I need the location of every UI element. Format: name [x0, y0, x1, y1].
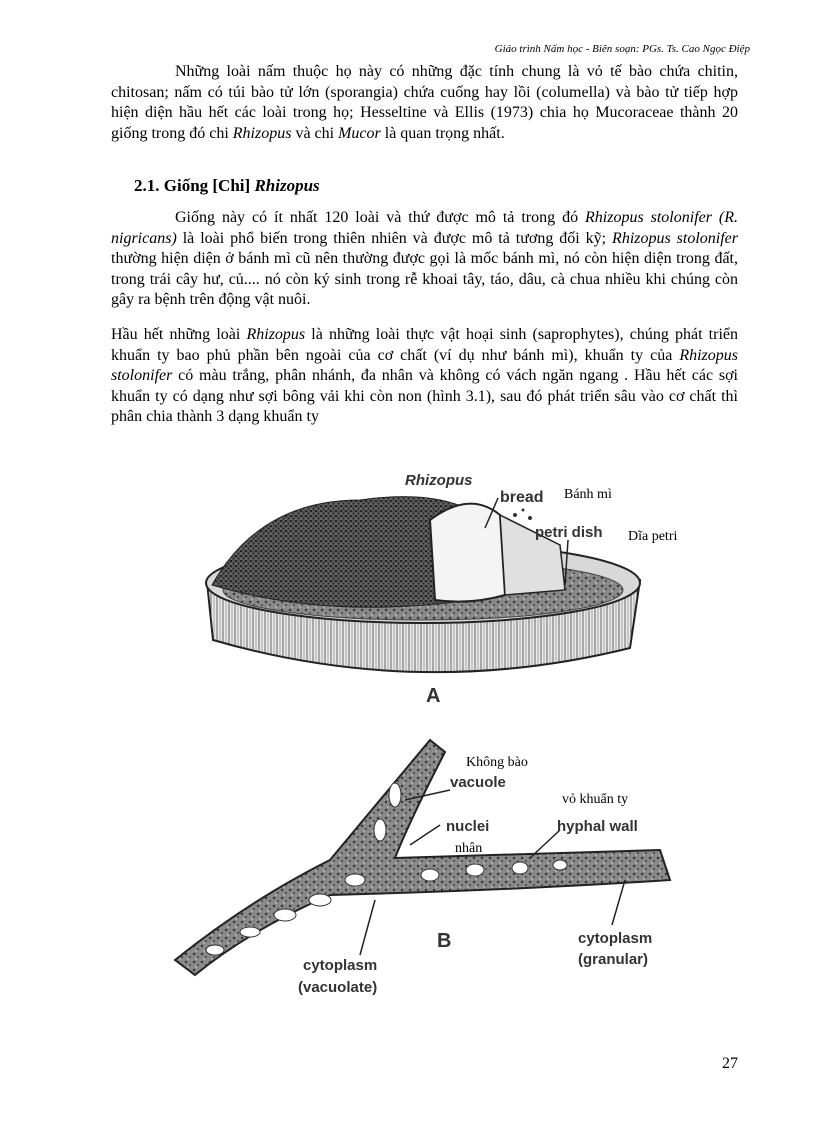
genus-rhizopus-2: Rhizopus — [246, 326, 306, 343]
vacuole — [421, 869, 439, 881]
vacuole — [374, 819, 386, 841]
p3-text-c: có màu trắng, phân nhánh, đa nhân và không có vách ngăn ngang . Hầu hết các sợi khuẩn ty có dạng như sợi bông vải khi còn non (hình 3.1), sau đó phát triển sâu vào cơ chất thì phân chia thành 3 dạng khuẩn ty — [111, 367, 738, 425]
p1-text-c: là quan trọng nhất. — [380, 124, 505, 142]
label-cyto-vac-2: (vacuolate) — [298, 979, 378, 996]
spore-dot — [513, 513, 517, 517]
panel-b-letter: B — [437, 930, 452, 952]
label-bread: bread — [500, 489, 544, 506]
label-cyto-gran-2: (granular) — [578, 951, 649, 968]
species-stolonifer-2: Rhizopus stolonifer — [111, 346, 738, 384]
heading-prefix: 2.1. Giống [Chi] — [134, 176, 255, 195]
vacuole — [389, 783, 401, 807]
label-vacuole-vi: Không bào — [466, 755, 528, 770]
label-wall: hyphal wall — [557, 818, 638, 835]
spore-dot — [522, 509, 525, 512]
p2-text-c: thường hiện diện ở bánh mì cũ nên thường được gọi là mốc bánh mì, nó còn hiện diện trong đất, trong trái cây hư, củ.... nó còn ký sinh trong rễ khoai tây, táo, dâu, cà chua nhiều khi chúng còn gây ra bệnh trên động vật nuôi. — [111, 250, 738, 308]
species-stolonifer-nigricans: Rhizopus stolonifer (R. nigricans) — [111, 209, 739, 247]
p1-text-a: Những loài nấm thuộc họ này có những đặc tính chung là vỏ tế bào chứa chitin, chitosan; nấm có túi bào tử lớn (sporangia) chứa cuống hay lồi (columella) và bào tử tiếp hợp hiện diện hầu hết các loài trong họ; Hesseltine và Ellis (1973) chia họ Mucoraceae thành 20 giống trong đó chi — [111, 63, 738, 142]
label-petri-dish-vi: Dĩa petri — [628, 529, 678, 544]
p2-text-a: Giống này có ít nhất 120 loài và thứ được mô tả trong đó — [175, 209, 586, 226]
label-cyto-gran-1: cytoplasm — [578, 930, 653, 947]
panel-a-drawing — [206, 472, 677, 707]
pointer-cyto-vac — [360, 900, 375, 955]
spore-dot — [528, 516, 532, 520]
p3-text-a: Hầu hết những loài — [111, 326, 247, 343]
page-number: 27 — [722, 1055, 738, 1072]
species-stolonifer: Rhizopus stolonifer — [612, 229, 738, 247]
bread-slice — [430, 504, 505, 602]
vacuole — [309, 894, 331, 906]
label-cyto-vac-1: cytoplasm — [303, 957, 378, 974]
panel-b-drawing — [175, 740, 670, 996]
label-wall-vi: vỏ khuẩn ty — [562, 792, 629, 807]
genus-rhizopus: Rhizopus — [232, 124, 292, 142]
panel-a-letter: A — [426, 685, 441, 707]
vacuole — [240, 927, 260, 937]
label-nuclei-vi: nhân — [455, 841, 483, 856]
p3-text-b: là những loài thực vật hoại sinh (saprophytes), chúng phát triển khuẩn ty bao phủ phần bên ngoài của cơ chất (ví dụ như bánh mì), khuẩn ty của — [111, 326, 739, 364]
p2-text-b: là loài phổ biến trong thiên nhiên và được mô tả tương đối kỹ; — [176, 229, 613, 247]
vacuole — [553, 860, 567, 870]
pointer-cyto-gran — [612, 880, 625, 925]
label-rhizopus: Rhizopus — [405, 472, 473, 489]
vacuole — [345, 874, 365, 886]
vacuole — [206, 945, 224, 955]
p1-text-b: và chi — [291, 124, 339, 142]
label-vacuole: vacuole — [450, 774, 506, 791]
label-petri-dish: petri dish — [535, 524, 603, 541]
label-bread-vi: Bánh mì — [564, 487, 612, 502]
pointer-nuclei — [410, 825, 440, 845]
vacuole — [274, 909, 296, 921]
heading-genus: Rhizopus — [254, 176, 320, 195]
running-header: Giáo trình Nấm học - Biên soạn: PGs. Ts. Cao Ngọc Điệp — [494, 43, 750, 55]
genus-mucor: Mucor — [338, 124, 381, 142]
label-nuclei: nuclei — [446, 818, 490, 835]
vacuole — [466, 864, 484, 876]
vacuole — [512, 862, 528, 874]
